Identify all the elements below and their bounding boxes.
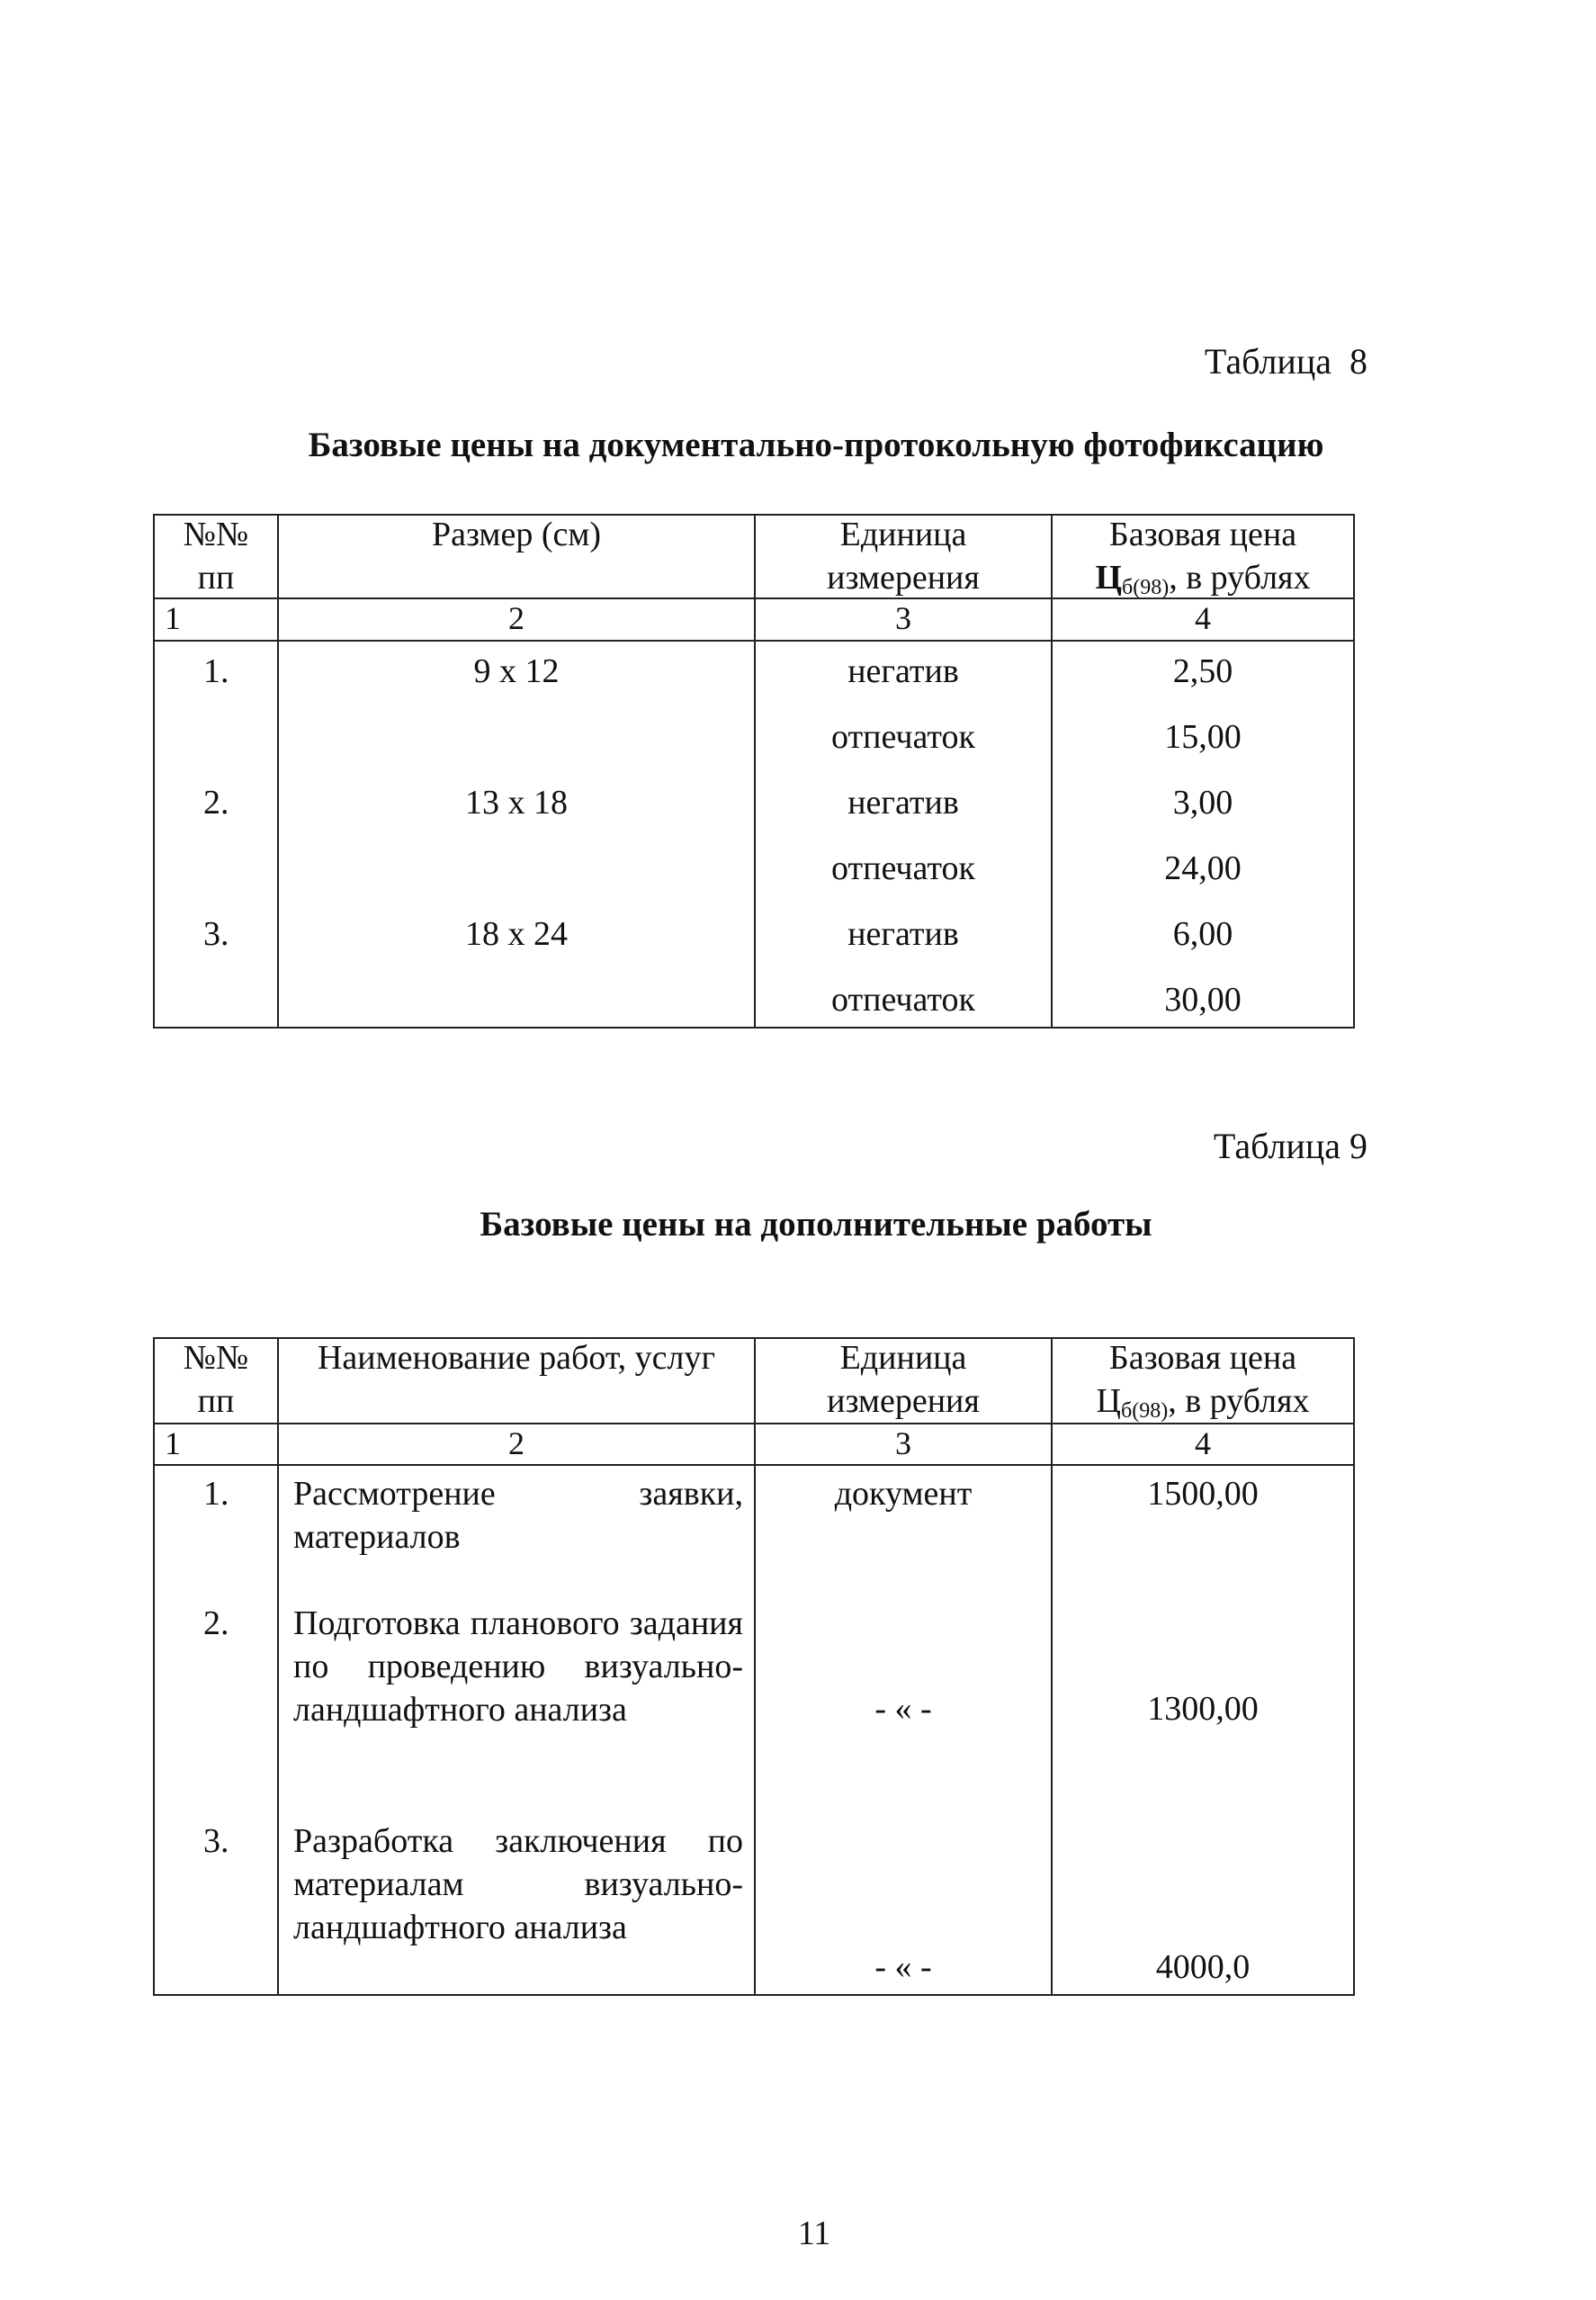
table-8-row-num: 1. — [203, 652, 229, 690]
table-8-title: Базовые цены на документально-протокольную фотофиксацию — [308, 426, 1324, 464]
table-8-row-unit: негатив — [847, 915, 959, 953]
table-9-colnum: 4 — [1195, 1425, 1211, 1461]
table-8-row-unit: негатив — [847, 784, 959, 822]
table-8-row-unit: отпечаток — [831, 981, 975, 1019]
table-8-row-num: 3. — [203, 915, 229, 953]
table-8-row-price: 6,00 — [1172, 915, 1233, 953]
table-9-label: Таблица 9 — [1213, 1126, 1367, 1166]
table-8-row-price: 15,00 — [1164, 718, 1242, 756]
table-9-colnum: 3 — [895, 1425, 911, 1461]
table-8-header-num: №№ пп — [183, 516, 249, 597]
table-9-row-name: Рассмотрение заявки, материалов — [293, 1475, 743, 1556]
table-9-row-price: 1300,00 — [1147, 1690, 1259, 1728]
table-9-row-unit: документ — [834, 1475, 973, 1513]
table-9-row-price: 1500,00 — [1147, 1475, 1259, 1513]
table-8-header-price: Базовая цена $Ц_{б(98)}$, в рублях — [1095, 516, 1311, 599]
table-8-colnum: 2 — [508, 600, 525, 636]
table-9-row-unit: - « - — [874, 1948, 932, 1986]
table-8-row-price: 3,00 — [1172, 784, 1233, 822]
table-8-row-price: 2,50 — [1172, 652, 1233, 690]
table-8-row-size: 13 х 18 — [465, 784, 568, 822]
table-8-row-num: 2. — [203, 784, 229, 822]
table-9-row-num: 1. — [203, 1475, 229, 1513]
page-number: 11 — [797, 2215, 831, 2252]
table-8-row-unit: отпечаток — [831, 718, 975, 756]
table-9-colnum: 1 — [165, 1425, 181, 1461]
table-8-label: Таблица 8 — [1204, 341, 1367, 382]
table-9-row-price: 4000,0 — [1155, 1948, 1251, 1986]
table-8-colnum: 1 — [165, 600, 181, 636]
table-9-row-num: 3. — [203, 1822, 229, 1860]
table-8-header-unit: Единица измерения — [827, 516, 980, 597]
table-8-row-size: 18 х 24 — [465, 915, 568, 953]
table-9-header-name: Наименование работ, услуг — [317, 1339, 716, 1377]
table-9-row-name: Разработка заключения по материалам визуально-ландшафтного анализа — [293, 1822, 743, 1946]
table-8-colnum: 4 — [1195, 600, 1211, 636]
table-9-header-num: №№ пп — [183, 1339, 249, 1420]
table-9-header-price: Базовая цена $Ц_{б(98)}$, в рублях — [1096, 1339, 1310, 1423]
table-8-row-size: 9 х 12 — [473, 652, 560, 690]
table-9-row-num: 2. — [203, 1604, 229, 1642]
table-9-title: Базовые цены на дополнительные работы — [480, 1205, 1152, 1244]
table-9-header-unit: Единица измерения — [827, 1339, 980, 1420]
table-8-row-price: 30,00 — [1164, 981, 1242, 1019]
table-8-colnum: 3 — [895, 600, 911, 636]
table-8-header-size: Размер (см) — [431, 516, 602, 553]
table-9-row-name: Подготовка планового задания по проведению визуально-ландшафтного анализа — [293, 1604, 743, 1729]
table-9-colnum: 2 — [508, 1425, 525, 1461]
table-8-row-price: 24,00 — [1164, 849, 1242, 887]
table-9-row-unit: - « - — [874, 1690, 932, 1728]
table-8-row-unit: отпечаток — [831, 849, 975, 887]
table-8-row-unit: негатив — [847, 652, 959, 690]
